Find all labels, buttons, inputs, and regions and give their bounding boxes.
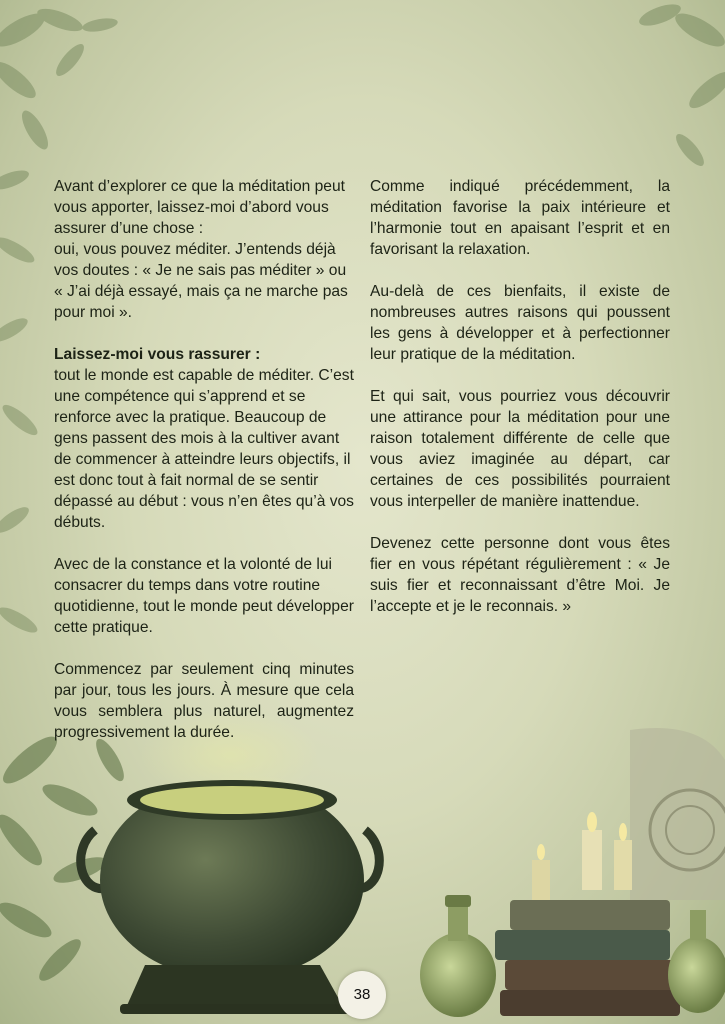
right-paragraph-2: Au-delà de ces bienfaits, il existe de nombreuses autres raisons qui poussent les gens à développer et à perfectionner leur pratique de la méditation. [370,283,670,363]
left-paragraph-4: Commencez par seulement cinq minutes par jour, tous les jours. À mesure que cela vous semblera plus naturel, augmentez progressivement la durée. [54,661,354,741]
left-paragraph-2-block [54,344,354,533]
right-paragraph-1: Comme indiqué précédemment, la méditation favorise la paix intérieure et l’harmonie tout en apaisant l’esprit et en favorisant la relaxation. [370,178,670,258]
leaves-left-edge-icon [0,233,41,637]
leaves-top-left-icon [0,4,119,193]
cauldron-icon [81,780,380,1014]
right-paragraph-3: Et qui sait, vous pourriez vous découvrir une attirance pour la méditation pour une raison totalement différente de celle que vous aviez imaginée au départ, car certaines de ces possibilités pourraient vous interpeller de manière inattendue. [370,388,670,510]
right-column [370,176,670,638]
leaves-top-right-icon [637,0,725,170]
section-heading: Laissez-moi vous rassurer : [54,346,261,363]
left-column [54,176,354,764]
left-paragraph-2: tout le monde est capable de méditer. C’est une compétence qui s’apprend et se renforce avec la pratique. Beaucoup de gens passent des mois à la cultiver avant de commencer à atteindre leurs objectifs, il est donc tout à fait normal de se sentir dépassé au début : vous n’en êtes qu’à vos débuts. [54,367,354,531]
left-paragraph-3: Avec de la constance et la volonté de lui consacrer du temps dans votre routine quotidienne, tout le monde peut développer cette pratique. [54,556,354,636]
books-candles-potions-icon [420,728,725,1017]
left-paragraph-1: Avant d’explorer ce que la méditation peut vous apporter, laissez-moi d’abord vous assurer d’une chose : oui, vous pouvez méditer. J’entends déjà vos doutes : « Je ne sais pas méditer » ou « J’ai déjà essayé, mais ça ne marche pas pour moi ». [54,178,348,321]
page-number: 38 [338,971,386,1019]
right-paragraph-4: Devenez cette personne dont vous êtes fier en vous répétant régulièrement : « Je suis fier et reconnaissant d’être Moi. Je l’accepte et je le reconnais. » [370,535,670,615]
